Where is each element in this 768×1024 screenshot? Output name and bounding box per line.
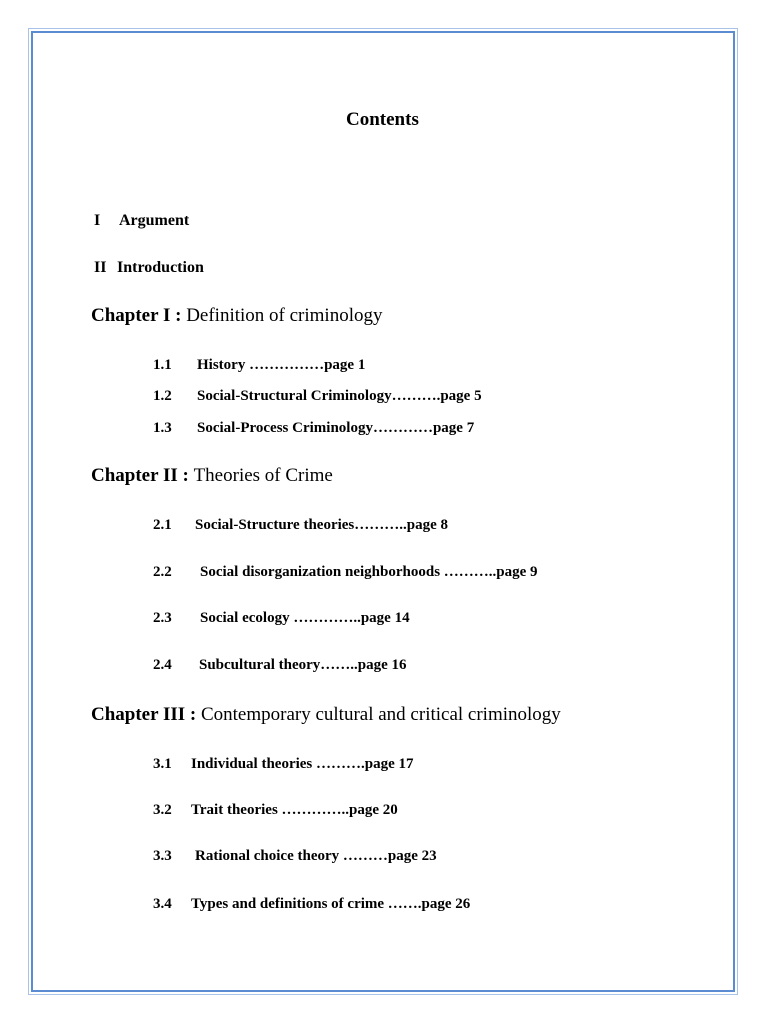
toc-entry — [153, 388, 482, 405]
toc-entry — [153, 610, 410, 627]
toc-prelim-introduction — [94, 259, 204, 277]
chapter-label: Chapter II : — [91, 465, 189, 486]
entry-number: 3.1 — [153, 756, 172, 772]
chapter-heading-2 — [91, 465, 333, 487]
entry-text: Types and definitions of crime …….page 26 — [191, 896, 471, 912]
entry-text: Social-Structural Criminology……….page 5 — [197, 388, 482, 404]
page-title: Contents — [346, 109, 419, 130]
entry-number: 3.4 — [153, 896, 172, 912]
entry-number: 2.1 — [153, 517, 172, 533]
prelim-number: II — [94, 259, 107, 276]
entry-text: Rational choice theory ………page 23 — [195, 848, 437, 864]
entry-text: Trait theories …………..page 20 — [191, 802, 398, 818]
chapter-heading-3 — [91, 704, 561, 726]
chapter-title: Contemporary cultural and critical criminology — [200, 704, 561, 725]
chapter-title: Theories of Crime — [193, 465, 333, 486]
chapter-label: Chapter I : — [91, 305, 182, 326]
toc-entry — [153, 657, 407, 674]
entry-text: Social-Process Criminology…………page 7 — [197, 420, 475, 436]
entry-text: Social disorganization neighborhoods ………..page 9 — [200, 564, 538, 580]
prelim-number: I — [94, 212, 101, 229]
chapter-label: Chapter III : — [91, 704, 197, 725]
entry-number: 1.1 — [153, 357, 172, 373]
toc-entry — [153, 896, 470, 913]
toc-prelim-argument — [94, 212, 189, 230]
toc-entry — [153, 357, 365, 374]
entry-text: History ……………page 1 — [197, 357, 366, 373]
entry-number: 1.3 — [153, 420, 172, 436]
entry-number: 2.4 — [153, 657, 172, 673]
toc-entry — [153, 756, 414, 773]
toc-entry — [153, 848, 437, 865]
chapter-title: Definition of criminology — [186, 305, 383, 326]
entry-text: Social ecology …………..page 14 — [200, 610, 410, 626]
entry-number: 2.2 — [153, 564, 172, 580]
toc-entry — [153, 420, 474, 437]
chapter-heading-1 — [91, 305, 383, 327]
toc-entry — [153, 802, 398, 819]
toc-entry — [153, 564, 538, 581]
prelim-label: Argument — [119, 212, 190, 229]
toc-entry — [153, 517, 448, 534]
entry-number: 3.2 — [153, 802, 172, 818]
entry-number: 1.2 — [153, 388, 172, 404]
entry-text: Individual theories ……….page 17 — [191, 756, 414, 772]
entry-text: Social-Structure theories………..page 8 — [195, 517, 449, 533]
entry-number: 2.3 — [153, 610, 172, 626]
entry-number: 3.3 — [153, 848, 172, 864]
entry-text: Subcultural theory……..page 16 — [199, 657, 407, 673]
prelim-label: Introduction — [117, 259, 204, 276]
